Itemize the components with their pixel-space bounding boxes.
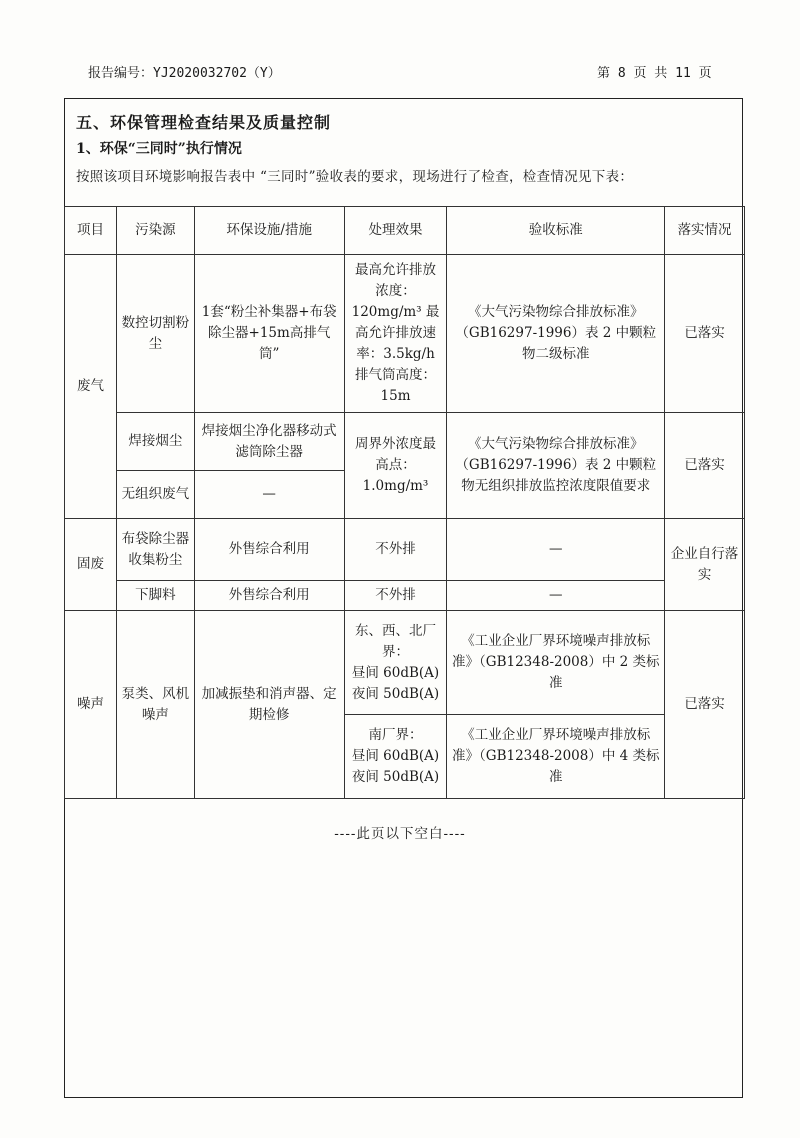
cell-status: 企业自行落实: [665, 519, 745, 611]
cell-effect: 不外排: [344, 581, 447, 611]
cell-effect: 不外排: [344, 519, 447, 581]
cell-standard: 《大气污染物综合排放标准》（GB16297-1996）表 2 中颗粒物二级标准: [447, 255, 665, 413]
header-measure: 环保设施/措施: [194, 207, 344, 255]
cell-standard: —: [447, 519, 665, 581]
cell-status: 已落实: [665, 255, 745, 413]
cell-source: 数控切割粉尘: [116, 255, 194, 413]
section-title: 五、环保管理检查结果及质量控制: [76, 113, 332, 132]
table-row: [65, 581, 745, 611]
cell-effect: 周界外浓度最高点：1.0mg/m³: [344, 413, 447, 519]
cell-effect: [344, 715, 447, 799]
cell-source: 无组织废气: [116, 471, 194, 519]
table-row: [65, 519, 745, 581]
table-row: [65, 413, 745, 471]
blank-page-note: ----此页以下空白----: [334, 826, 466, 842]
cell-measure: 焊接烟尘净化器移动式滤筒除尘器: [194, 413, 344, 471]
cell-standard: —: [447, 581, 665, 611]
effect-day: 昼间 60dB(A): [351, 748, 440, 764]
cell-measure: —: [194, 471, 344, 519]
cell-source: 下脚料: [116, 581, 194, 611]
effect-title: 东、西、北厂界：: [355, 622, 437, 660]
cell-measure: 1套“粉尘补集器+布袋除尘器+15m高排气筒”: [194, 255, 344, 413]
cell-status: 已落实: [665, 413, 745, 519]
cell-source: 泵类、风机噪声: [116, 611, 194, 799]
cell-measure: 外售综合利用: [194, 581, 344, 611]
cell-source: 焊接烟尘: [116, 413, 194, 471]
table-row: [65, 255, 745, 413]
header-status: 落实情况: [665, 207, 745, 255]
cell-measure: 加减振垫和消声器、定期检修: [194, 611, 344, 799]
effect-day: 昼间 60dB(A): [351, 664, 440, 681]
cell-measure: 外售综合利用: [194, 519, 344, 581]
group-waste-gas: 废气: [65, 255, 117, 519]
cell-standard: 《工业企业厂界环境噪声排放标准》（GB12348-2008）中 2 类标准: [447, 611, 665, 715]
cell-standard: 《工业企业厂界环境噪声排放标准》（GB12348-2008）中 4 类标准: [447, 715, 665, 799]
cell-status: 已落实: [665, 611, 745, 799]
subsection-title: 1、环保“三同时”执行情况: [76, 141, 242, 157]
intro-text: 按照该项目环境影响报告表中 “三同时”验收表的要求，现场进行了检查，检查情况见下表：: [76, 169, 634, 185]
header-effect: 处理效果: [344, 207, 447, 255]
cell-source: 布袋除尘器收集粉尘: [116, 519, 194, 581]
cell-standard: 《大气污染物综合排放标准》（GB16297-1996）表 2 中颗粒物无组织排放监控浓度限值要求: [447, 413, 665, 519]
table-row: [65, 611, 745, 715]
report-number: 报告编号：YJ2020032702（Y）: [88, 66, 281, 81]
header-standard: 验收标准: [447, 207, 665, 255]
group-noise: 噪声: [65, 611, 117, 799]
header-item: 项目: [65, 207, 117, 255]
effect-night: 夜间 50dB(A): [351, 769, 440, 785]
group-solid-waste: 固废: [65, 519, 117, 611]
cell-effect: [344, 611, 447, 715]
inspection-table: [64, 206, 745, 799]
effect-night: 夜间 50dB(A): [351, 685, 440, 702]
effect-title: 南厂界：: [368, 727, 423, 743]
cell-effect: 最高允许排放浓度：120mg/m³ 最高允许排放速率：3.5kg/h 排气筒高度：15m: [344, 255, 447, 413]
table-header-row: [65, 207, 745, 255]
header-source: 污染源: [116, 207, 194, 255]
page-info: 第 8 页 共 11 页: [597, 66, 712, 81]
